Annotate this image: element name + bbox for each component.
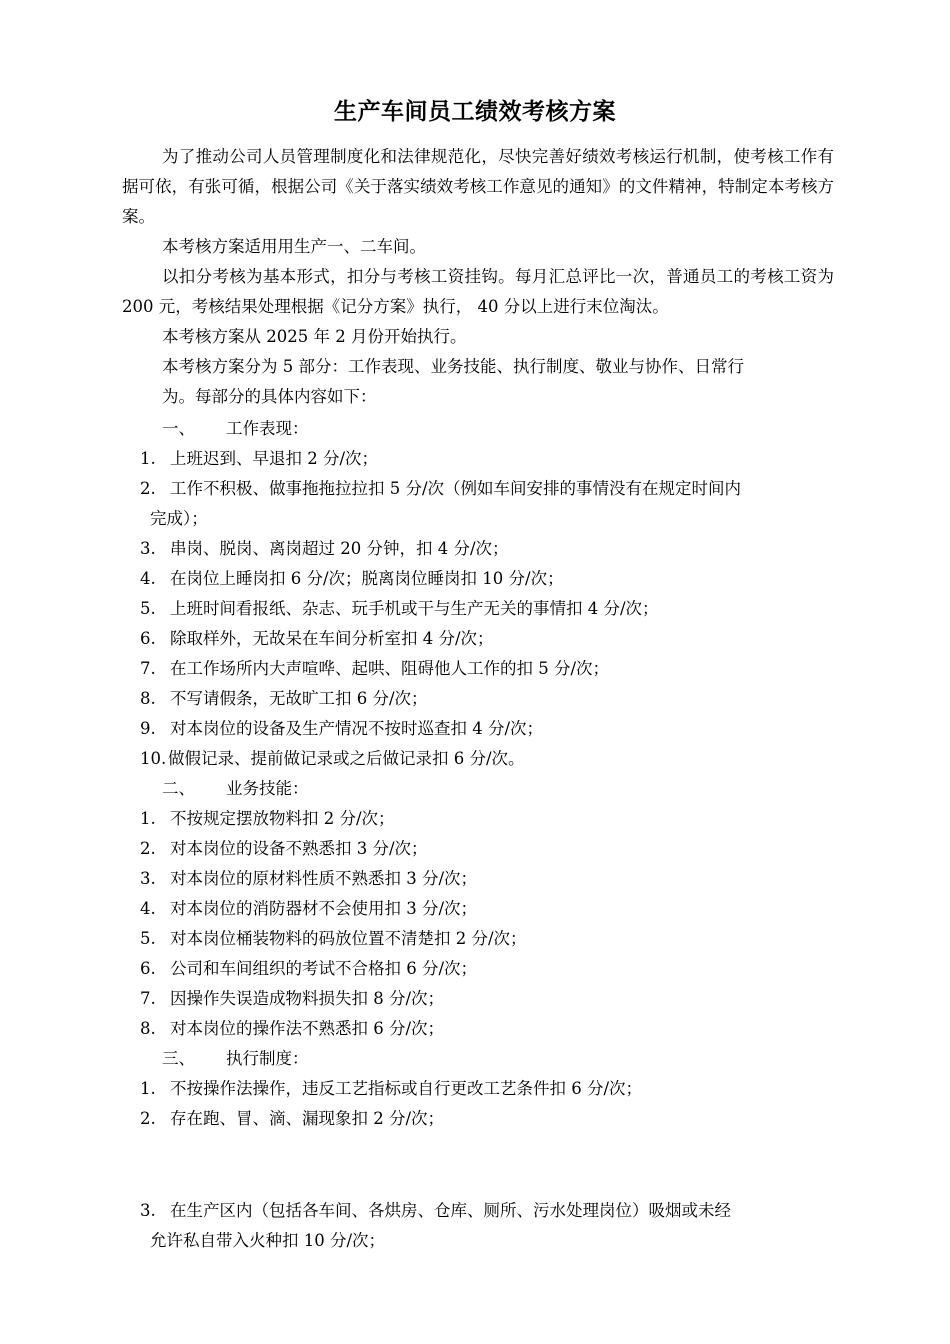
list-item bbox=[122, 1196, 834, 1256]
execution-rules-list bbox=[122, 1074, 834, 1134]
method-paragraph: 以扣分考核为基本形式，扣分与考核工资挂钩。每月汇总评比一次，普通员工的考核工资为 200 元，考核结果处理根据《记分方案》执行， 40 分以上进行末位淘汰。 bbox=[122, 267, 834, 316]
list-item-number: 6. bbox=[140, 959, 156, 978]
list-item bbox=[122, 474, 834, 534]
list-item-text: 不写请假条，无故旷工扣 6 分/次； bbox=[170, 689, 428, 708]
list-item-number: 2. bbox=[140, 479, 156, 498]
list-item-text: 上班迟到、早退扣 2 分/次； bbox=[170, 449, 379, 468]
list-item bbox=[122, 744, 834, 774]
list-item-number: 1. bbox=[140, 449, 156, 468]
list-item bbox=[122, 834, 834, 864]
list-item-number: 3. bbox=[140, 869, 156, 888]
list-item-text: 工作不积极、做事拖拖拉拉扣 5 分/次（例如车间安排的事情没有在规定时间内 bbox=[170, 479, 742, 498]
list-item-text: 对本岗位的设备及生产情况不按时巡查扣 4 分/次； bbox=[170, 719, 544, 738]
section-heading: 二、 业务技能： bbox=[162, 779, 309, 798]
list-item bbox=[122, 894, 834, 924]
scope-paragraph: 本考核方案适用用生产一、二车间。 bbox=[162, 237, 426, 256]
list-item-text: 做假记录、提前做记录或之后做记录扣 6 分/次。 bbox=[168, 749, 525, 768]
list-item-text: 串岗、脱岗、离岗超过 20 分钟，扣 4 分/次； bbox=[170, 539, 509, 558]
list-item-number: 3. bbox=[140, 1201, 156, 1220]
list-item-number: 1. bbox=[140, 1079, 156, 1098]
list-item bbox=[122, 864, 834, 894]
list-item-number: 10. bbox=[140, 749, 167, 768]
list-item-text: 在岗位上睡岗扣 6 分/次；脱离岗位睡岗扣 10 分/次； bbox=[170, 569, 564, 588]
execution-rules-list-continued bbox=[122, 1196, 834, 1256]
list-item-number: 7. bbox=[140, 659, 156, 678]
list-item-text: 对本岗位的操作法不熟悉扣 6 分/次； bbox=[170, 1019, 445, 1038]
list-item-text: 不按操作法操作，违反工艺指标或自行更改工艺条件扣 6 分/次； bbox=[170, 1079, 643, 1098]
document-title: 生产车间员工绩效考核方案 bbox=[334, 99, 616, 125]
parts-line-2: 为。每部分的具体内容如下： bbox=[162, 387, 377, 406]
list-item-number: 8. bbox=[140, 689, 156, 708]
list-item-number: 5. bbox=[140, 929, 156, 948]
intro-paragraph: 为了推动公司人员管理制度化和法律规范化，尽快完善好绩效考核运行机制，使考核工作有据可依，有张可循，根据公司《关于落实绩效考核工作意见的通知》的文件精神，特制定本考核方案。 bbox=[122, 147, 834, 226]
list-item-number: 9. bbox=[140, 719, 156, 738]
list-item bbox=[122, 954, 834, 984]
list-item-text: 在生产区内（包括各车间、各烘房、仓库、厕所、污水处理岗位）吸烟或未经 bbox=[170, 1201, 731, 1220]
list-item-text: 上班时间看报纸、杂志、玩手机或干与生产无关的事情扣 4 分/次； bbox=[170, 599, 659, 618]
list-item bbox=[122, 1104, 834, 1134]
list-item-number: 4. bbox=[140, 899, 156, 918]
section-work-performance bbox=[122, 414, 834, 444]
list-item bbox=[122, 684, 834, 714]
business-skills-list bbox=[122, 804, 834, 1044]
list-item-text: 对本岗位的消防器材不会使用扣 3 分/次； bbox=[170, 899, 478, 918]
list-item-number: 4. bbox=[140, 569, 156, 588]
list-item-text: 存在跑、冒、滴、漏现象扣 2 分/次； bbox=[170, 1109, 445, 1128]
section-execution-rules bbox=[122, 1044, 834, 1074]
list-item bbox=[122, 984, 834, 1014]
list-item bbox=[122, 714, 834, 744]
section-heading: 三、 执行制度： bbox=[162, 1049, 309, 1068]
list-item bbox=[122, 444, 834, 474]
list-item-number: 2. bbox=[140, 1109, 156, 1128]
list-item-text: 不按规定摆放物料扣 2 分/次； bbox=[170, 809, 395, 828]
list-item bbox=[122, 1074, 834, 1104]
list-item-number: 5. bbox=[140, 599, 156, 618]
list-item-number: 3. bbox=[140, 539, 156, 558]
list-item-text: 公司和车间组织的考试不合格扣 6 分/次； bbox=[170, 959, 478, 978]
list-item bbox=[122, 564, 834, 594]
list-item bbox=[122, 624, 834, 654]
list-item-text: 在工作场所内大声喧哗、起哄、阻碍他人工作的扣 5 分/次； bbox=[170, 659, 610, 678]
work-performance-list bbox=[122, 444, 834, 774]
parts-block bbox=[122, 352, 834, 412]
list-item bbox=[122, 804, 834, 834]
section-business-skills bbox=[122, 774, 834, 804]
list-item-text: 对本岗位桶装物料的码放位置不清楚扣 2 分/次； bbox=[170, 929, 527, 948]
intro-block bbox=[122, 142, 834, 352]
list-item bbox=[122, 594, 834, 624]
list-item-number: 8. bbox=[140, 1019, 156, 1038]
list-item-number: 1. bbox=[140, 809, 156, 828]
parts-line-1: 本考核方案分为 5 部分：工作表现、业务技能、执行制度、敬业与协作、日常行 bbox=[162, 357, 744, 376]
list-item bbox=[122, 924, 834, 954]
list-item-text: 对本岗位的原材料性质不熟悉扣 3 分/次； bbox=[170, 869, 478, 888]
list-item-text: 因操作失误造成物料损失扣 8 分/次； bbox=[170, 989, 445, 1008]
list-item bbox=[122, 654, 834, 684]
section-heading: 一、 工作表现： bbox=[162, 419, 309, 438]
list-item-text: 除取样外，无故呆在车间分析室扣 4 分/次； bbox=[170, 629, 494, 648]
list-item bbox=[122, 1014, 834, 1044]
list-item-number: 7. bbox=[140, 989, 156, 1008]
list-item-text-continued: 允许私自带入火种扣 10 分/次； bbox=[150, 1231, 386, 1250]
start-date-paragraph: 本考核方案从 2025 年 2 月份开始执行。 bbox=[162, 327, 467, 346]
list-item bbox=[122, 534, 834, 564]
list-item-number: 2. bbox=[140, 839, 156, 858]
list-item-text-continued: 完成）； bbox=[150, 509, 208, 528]
list-item-number: 6. bbox=[140, 629, 156, 648]
list-item-text: 对本岗位的设备不熟悉扣 3 分/次； bbox=[170, 839, 428, 858]
